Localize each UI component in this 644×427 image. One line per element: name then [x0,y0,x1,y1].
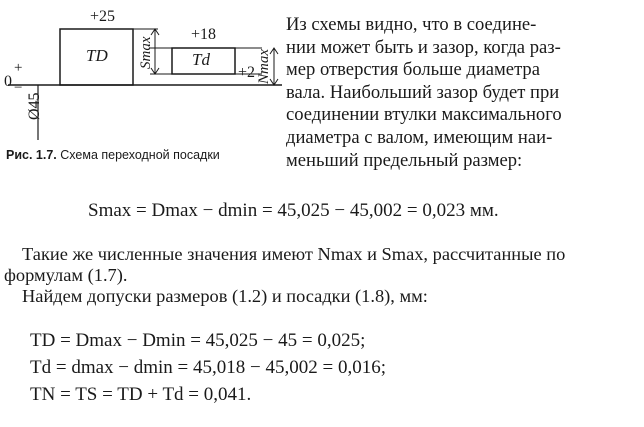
paragraph-line: Из схемы видно, что в соедине- [286,14,537,35]
minus-sign-label: − [14,80,23,96]
plus-sign-label: + [14,60,23,76]
hole-tolerance-label: TD [86,46,108,65]
figure-number: Рис. 1.7. [6,148,57,162]
upper-deviation-shaft-label: +18 [191,26,217,43]
paragraph-line: вала. Наибольший зазор будет при [286,81,560,103]
equation-shaft-tolerance: Td = dmax − dmin = 45,018 − 45,002 = 0,016; [30,357,386,378]
nmax-dimension-label: Nmax [256,49,272,84]
equation-fit-tolerance: TN = TS = TD + Td = 0,041. [30,384,252,405]
paragraph-line: соединении втулки максимального [286,104,562,126]
upper-deviation-hole-label: +25 [90,8,116,25]
paragraph-line: нии может быть и зазор, когда раз- [286,36,561,58]
text-line: Найдем допуски размеров (1.2) и посадки (1.8), мм: [22,286,428,306]
text-line: формулам (1.7). [4,265,128,285]
figure-caption-text: Схема переходной посадки [60,148,220,162]
equation-smax: Smax = Dmax − dmin = 45,025 − 45,002 = 0,023 мм. [88,200,499,221]
shaft-tolerance-label: Td [192,50,210,69]
equation-hole-tolerance: TD = Dmax − Dmin = 45,025 − 45 = 0,025; [30,330,366,351]
text-line: Такие же численные значения имеют Nmax и Smax, рассчитанные по [22,244,566,264]
paragraph-line: мер отверстия больше диаметра [286,59,540,81]
smax-dimension-label: Smax [138,36,154,69]
zero-line-label: 0 [4,73,12,90]
nominal-diameter-label: Ø45 [26,92,43,120]
paragraph-line: диаметра с валом, имеющим наи- [286,126,553,148]
lower-deviation-shaft-label: +2 [238,64,256,81]
explanation-paragraph [286,14,632,172]
paragraph-line: меньший предельный размер: [286,149,523,171]
figure-caption [6,148,220,162]
